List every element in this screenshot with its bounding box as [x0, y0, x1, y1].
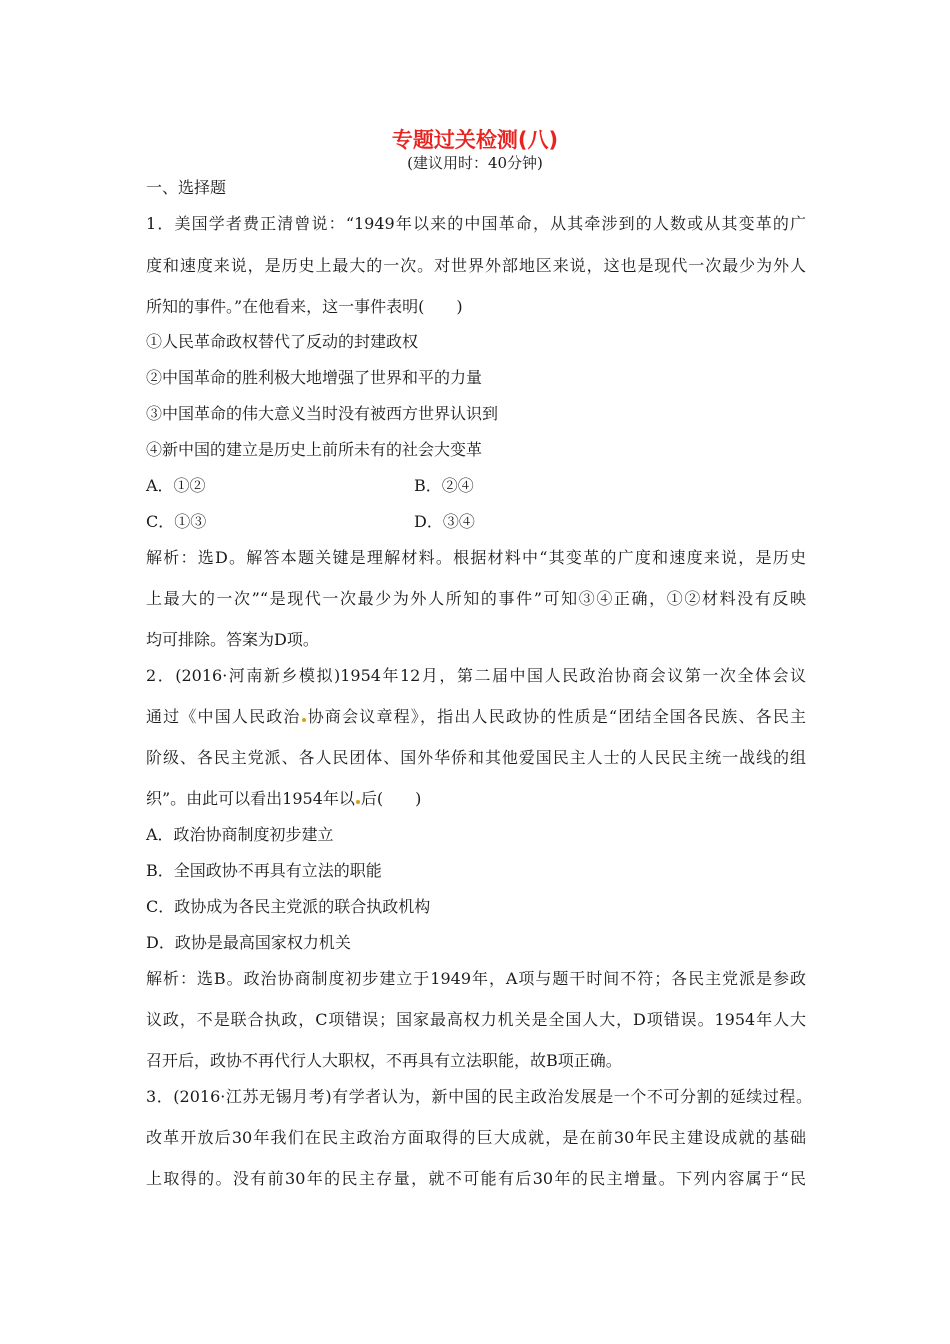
q1-stem-line: 所知的事件。”在他看来，这一事件表明( )	[146, 297, 463, 316]
q2-stem-fragment: 通过《中国人民政治	[146, 707, 301, 726]
q1-option-d: D．③④	[414, 512, 475, 531]
q2-stem-line	[146, 707, 806, 727]
q2-analysis-line: 召开后，政协不再代行人大职权，不再具有立法职能，故B项正确。	[146, 1051, 622, 1070]
q1-statement: ④新中国的建立是历史上前所未有的社会大变革	[146, 440, 483, 459]
q1-statement: ③中国革命的伟大意义当时没有被西方世界认识到	[146, 404, 499, 423]
q1-statement: ①人民革命政权替代了反动的封建政权	[146, 332, 419, 351]
q1-analysis-line: 均可排除。答案为D项。	[146, 630, 319, 649]
q1-analysis-line: 上最大的一次”“是现代一次最少为外人所知的事件”可知③④正确，①②材料没有反映	[146, 589, 806, 608]
q2-stem-fragment: 协商会议章程》，指出人民政协的性质是“团结全国各民族、各民主	[306, 707, 806, 726]
q2-option-a: A．政治协商制度初步建立	[146, 825, 334, 844]
q3-stem-line: 改革开放后30年我们在民主政治方面取得的巨大成就，是在前30年民主建设成就的基础	[146, 1128, 806, 1147]
q1-option-a: A．①②	[146, 476, 206, 495]
time-suggestion: (建议用时：40分钟)	[407, 154, 543, 172]
q2-option-c: C．政协成为各民主党派的联合执政机构	[146, 897, 431, 916]
q1-option-b: B．②④	[414, 476, 474, 495]
q3-stem-line: 3．(2016·江苏无锡月考)有学者认为，新中国的民主政治发展是一个不可分割的延续过程。	[146, 1087, 812, 1106]
q2-stem-fragment: 织”。由此可以看出1954年以	[146, 789, 355, 808]
q1-option-c: C．①③	[146, 512, 207, 531]
dot-mark	[302, 718, 306, 722]
q3-stem-line: 上取得的。没有前30年的民主存量，就不可能有后30年的民主增量。下列内容属于“民	[146, 1169, 806, 1188]
q2-stem-fragment: 后( )	[360, 789, 422, 808]
q1-analysis-line: 解析：选D。解答本题关键是理解材料。根据材料中“其变革的广度和速度来说，是历史	[146, 548, 806, 567]
q2-analysis-line: 解析：选B。政治协商制度初步建立于1949年，A项与题干时间不符；各民主党派是参政	[146, 969, 806, 988]
q1-statement: ②中国革命的胜利极大地增强了世界和平的力量	[146, 368, 483, 387]
page-title: 专题过关检测(八)	[391, 128, 559, 152]
q2-option-d: D．政协是最高国家权力机关	[146, 933, 351, 952]
dot-mark	[356, 800, 360, 804]
section-heading: 一、选择题	[146, 178, 227, 197]
q1-stem-line: 度和速度来说，是历史上最大的一次。对世界外部地区来说，这也是现代一次最少为外人	[146, 256, 806, 275]
q1-stem-line: 1．美国学者费正清曾说：“1949年以来的中国革命，从其牵涉到的人数或从其变革的广	[146, 214, 806, 233]
q2-analysis-line: 议政，不是联合执政，C项错误；国家最高权力机关是全国人大，D项错误。1954年人大	[146, 1010, 806, 1029]
q2-stem-line: 2．(2016·河南新乡模拟)1954年12月，第二届中国人民政治协商会议第一次全体会议	[146, 666, 806, 685]
q2-option-b: B．全国政协不再具有立法的职能	[146, 861, 382, 880]
q2-stem-line: 阶级、各民主党派、各人民团体、国外华侨和其他爱国民主人士的人民民主统一战线的组	[146, 748, 806, 767]
q2-stem-line	[146, 789, 421, 809]
